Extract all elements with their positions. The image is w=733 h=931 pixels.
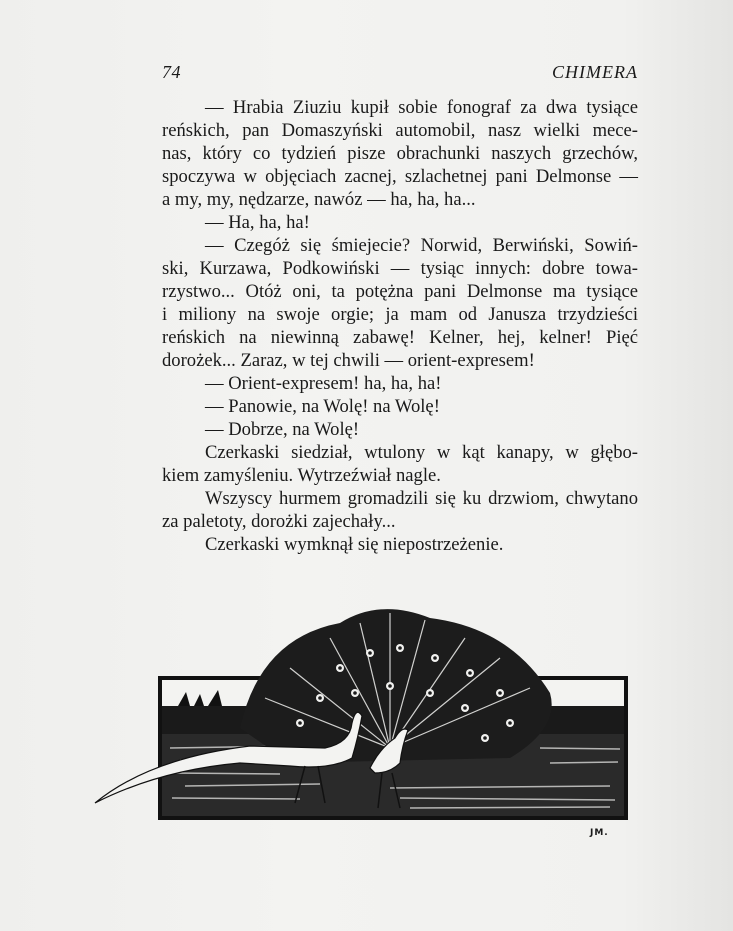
text-line: — Dobrze, na Wolę! bbox=[205, 419, 360, 440]
text-line: — Hrabia Ziuziu kupił sobie fonograf za dwa tysiące bbox=[205, 97, 638, 118]
text-line: — Czegóż się śmiejecie? Norwid, Berwiński, Sowiń- bbox=[205, 235, 638, 256]
text-line: rzystwo... Otóż oni, ta potężna pani Delmonse ma tysiące bbox=[162, 281, 638, 302]
text-line: i miliony na swoje orgie; ja mam od Janusza trzydzieści bbox=[162, 304, 638, 325]
text-line: reńskich, pan Domaszyński automobil, nasz wielki mece- bbox=[162, 120, 638, 141]
text-line: ski, Kurzawa, Podkowiński — tysiąc innych: dobre towa- bbox=[162, 258, 638, 279]
text-line: za paletoty, dorożki zajechały... bbox=[162, 511, 396, 532]
text-line: nas, który co tydzień pisze obrachunki naszych grzechów, bbox=[162, 143, 638, 164]
text-line: — Orient-expresem! ha, ha, ha! bbox=[205, 373, 442, 394]
text-line: spoczywa w objęciach zacnej, szlachetnej pani Delmonse — bbox=[162, 166, 638, 187]
peacock-illustration bbox=[90, 598, 635, 833]
text-line: reńskich na niewinną zabawę! Kelner, hej, kelner! Pięć bbox=[162, 327, 638, 348]
text-line: Czerkaski wymknął się niepostrzeżenie. bbox=[205, 534, 504, 555]
text-line: — Panowie, na Wolę! na Wolę! bbox=[205, 396, 440, 417]
text-line: a my, my, nędzarze, nawóz — ha, ha, ha... bbox=[162, 189, 476, 210]
text-line: Wszyscy hurmem gromadzili się ku drzwiom, chwytano bbox=[205, 488, 638, 509]
journal-title: CHIMERA bbox=[552, 62, 638, 82]
artist-signature: JM. bbox=[590, 828, 609, 838]
text-line: Czerkaski siedział, wtulony w kąt kanapy, w głębo- bbox=[205, 442, 638, 463]
text-line: kiem zamyśleniu. Wytrzeźwiał nagle. bbox=[162, 465, 441, 486]
text-line: dorożek... Zaraz, w tej chwili — orient-expresem! bbox=[162, 350, 535, 371]
running-head bbox=[162, 62, 638, 86]
body-text bbox=[162, 96, 638, 556]
peacock-icon bbox=[90, 598, 635, 833]
text-line: — Ha, ha, ha! bbox=[205, 212, 310, 233]
page-number: 74 bbox=[162, 62, 181, 82]
